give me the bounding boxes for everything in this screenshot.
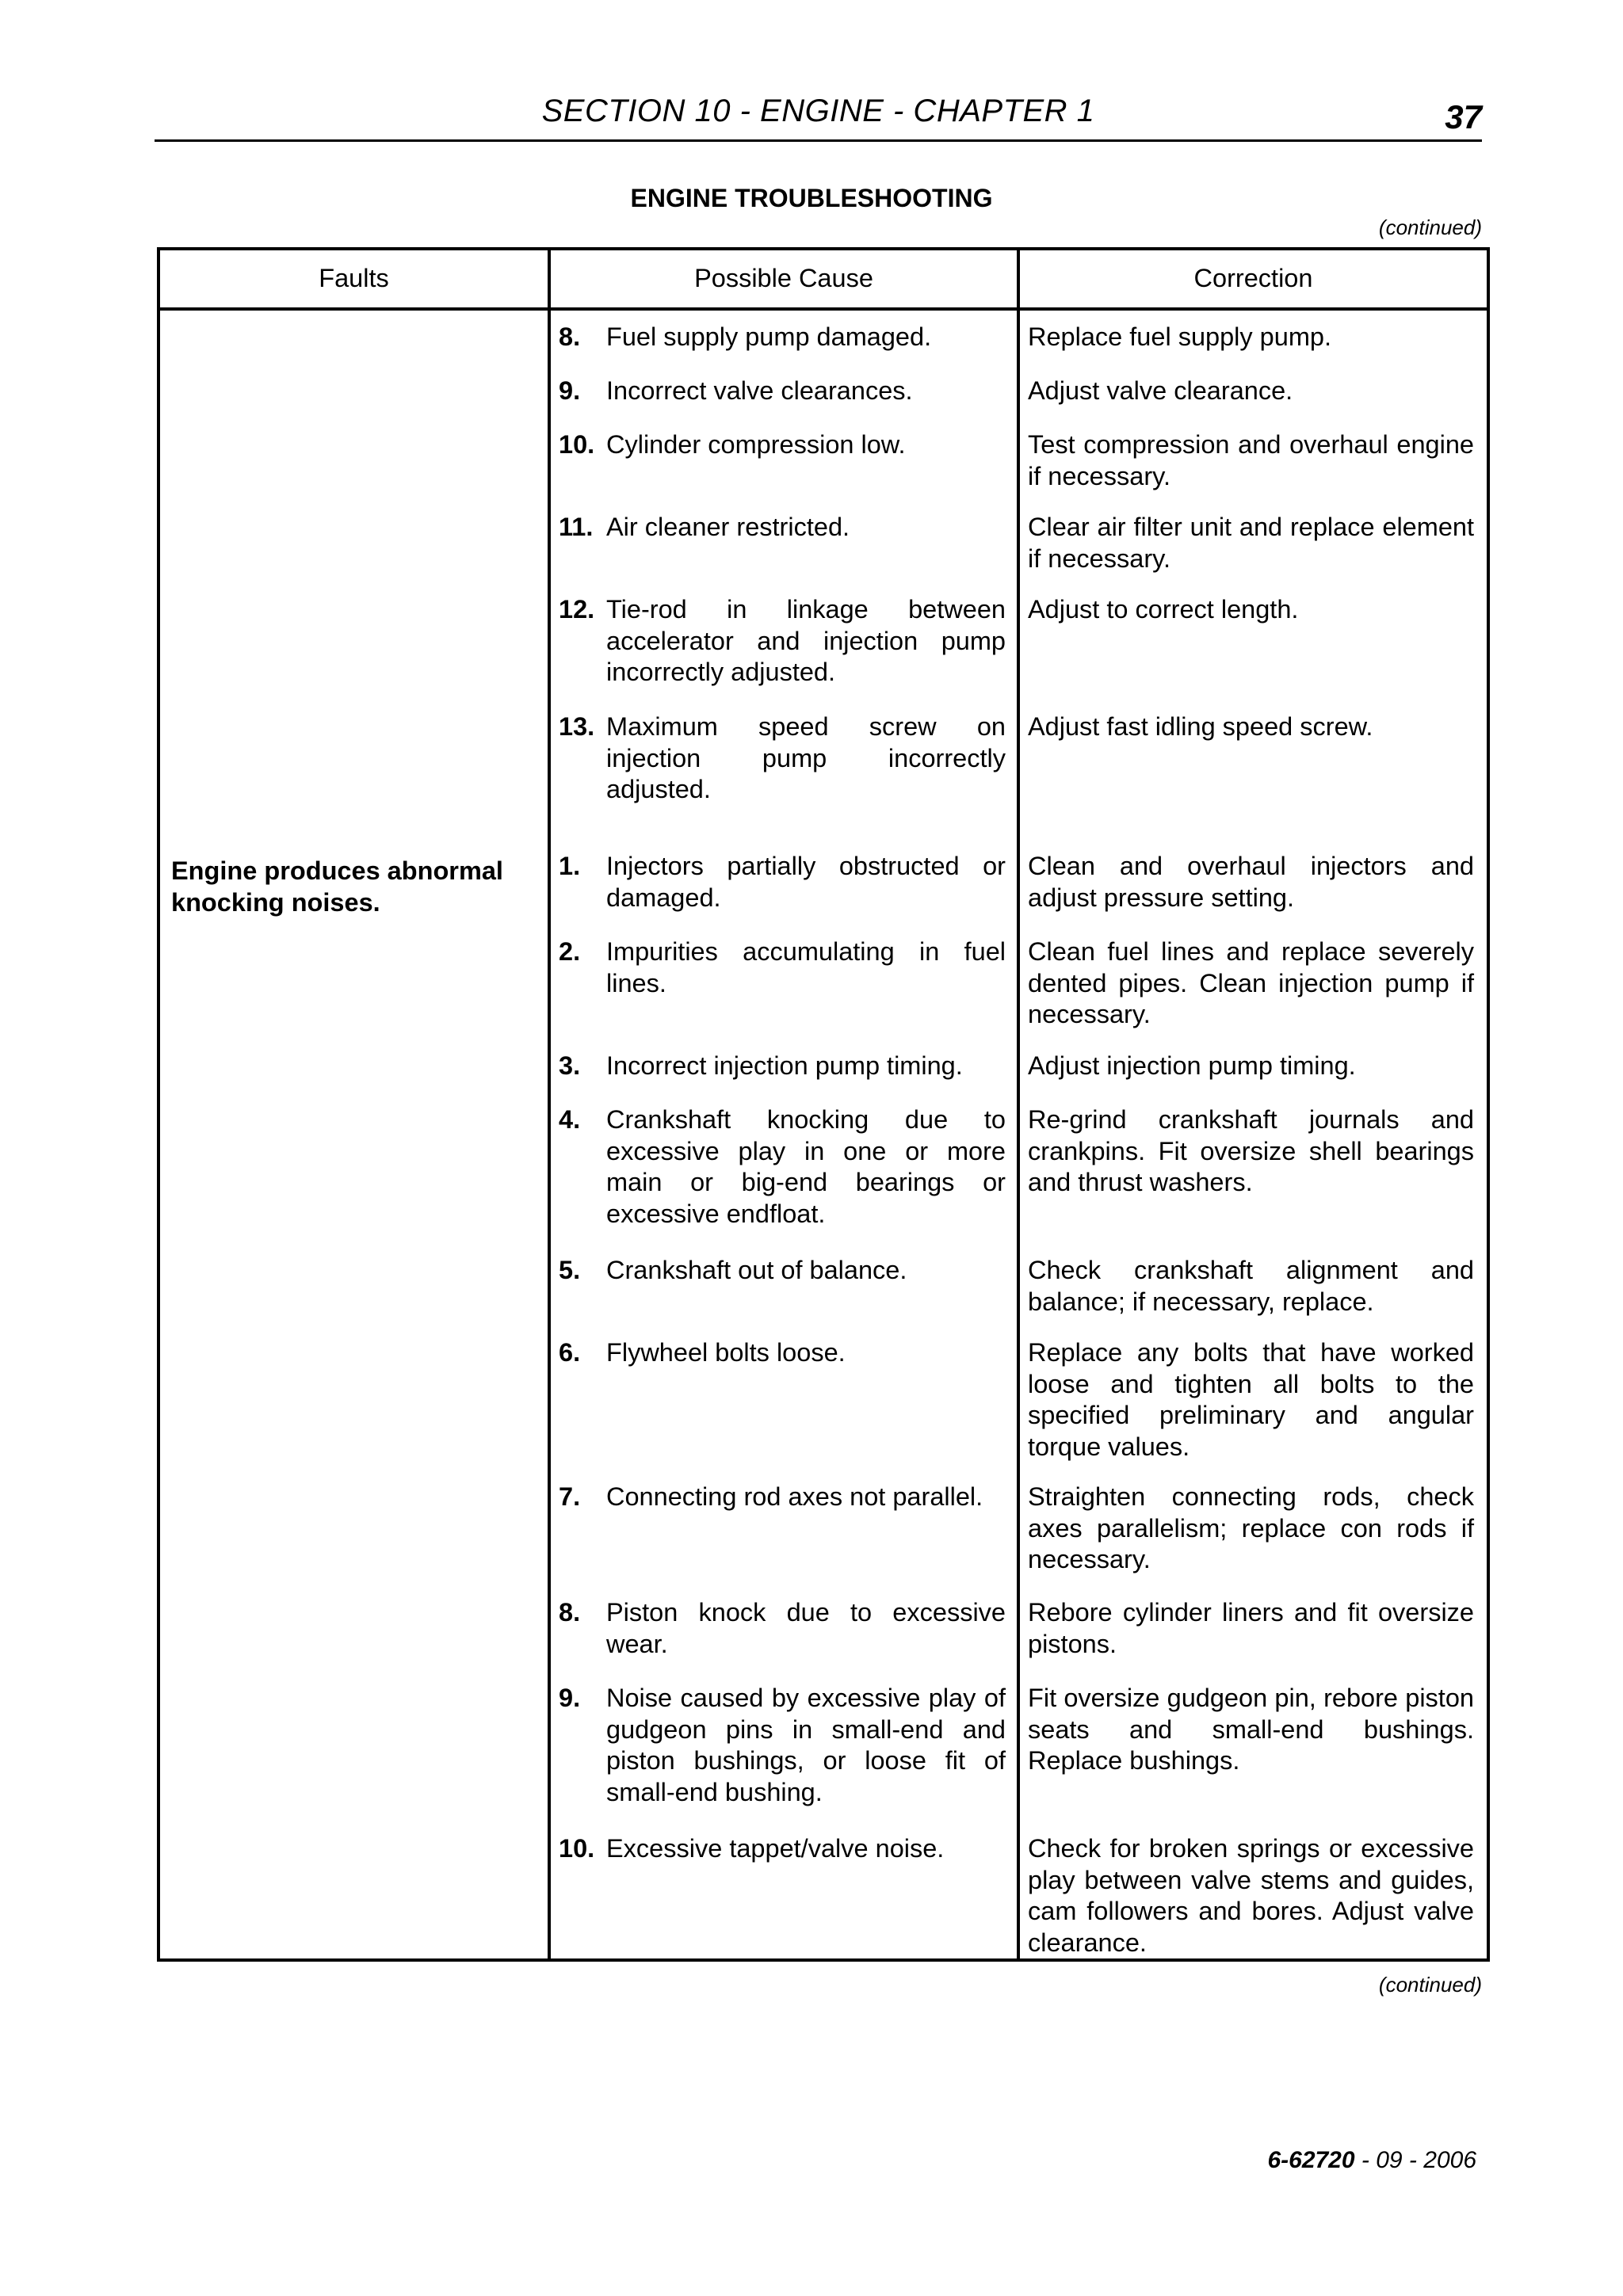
item-number: 12. — [559, 595, 595, 624]
cause-text: Fuel supply pump damaged. — [606, 322, 932, 351]
column-header-correction: Correction — [1018, 249, 1488, 309]
item-number: 8. — [559, 1598, 581, 1627]
cause-item — [559, 1482, 1006, 1597]
item-number: 2. — [559, 937, 581, 966]
possible-cause-cell — [549, 309, 1018, 840]
cause-item — [559, 1597, 1006, 1683]
cause-text: Impurities accumulating in fuel lines. — [606, 937, 1006, 997]
correction-text: Replace any bolts that have worked loose and tighten all bolts to the specified preliminary and angular torque values. — [1028, 1338, 1474, 1461]
table-header-row — [158, 249, 1488, 309]
correction-text: Replace fuel supply pump. — [1028, 322, 1332, 351]
column-header-faults: Faults — [158, 249, 549, 309]
cause-item — [559, 594, 1006, 711]
correction-cell — [1018, 840, 1488, 1960]
cause-text: Air cleaner restricted. — [606, 513, 850, 541]
item-number: 10. — [559, 1834, 595, 1863]
cause-text: Crankshaft knocking due to excessive play in one or more main or big-end bearings or excessive endfloat. — [606, 1105, 1006, 1228]
continued-note-bottom: (continued) — [1378, 1973, 1482, 1997]
cause-item — [559, 1833, 1006, 1958]
correction-text: Check for broken springs or excessive play between valve stems and guides, cam followers and bores. Adjust valve clearance. — [1028, 1834, 1474, 1957]
cause-item — [559, 1255, 1006, 1337]
item-number: 6. — [559, 1338, 581, 1367]
cause-item — [559, 429, 1006, 512]
cause-item — [559, 1683, 1006, 1833]
correction-text: Re-grind crankshaft journals and crankpins. Fit oversize shell bearings and thrust washers. — [1028, 1105, 1474, 1197]
correction-text: Test compression and overhaul engine if necessary. — [1028, 430, 1474, 490]
cause-item — [559, 711, 1006, 840]
cause-text: Crankshaft out of balance. — [606, 1256, 907, 1284]
cause-item — [559, 322, 1006, 376]
cause-text: Incorrect injection pump timing. — [606, 1051, 963, 1080]
correction-text: Check crankshaft alignment and balance; if necessary, replace. — [1028, 1256, 1474, 1316]
cause-text: Incorrect valve clearances. — [606, 376, 913, 405]
correction-text: Rebore cylinder liners and fit oversize pistons. — [1028, 1598, 1474, 1658]
column-header-possible-cause: Possible Cause — [549, 249, 1018, 309]
cause-item — [559, 512, 1006, 594]
possible-cause-cell — [549, 840, 1018, 1960]
item-number: 3. — [559, 1051, 581, 1080]
item-number: 9. — [559, 1684, 581, 1712]
item-number: 9. — [559, 376, 581, 405]
cause-text: Tie-rod in linkage between accelerator and injection pump incorrectly adjusted. — [606, 595, 1006, 687]
item-number: 4. — [559, 1105, 581, 1134]
correction-text: Straighten connecting rods, check axes parallelism; replace con rods if necessary. — [1028, 1482, 1474, 1574]
cause-text: Flywheel bolts loose. — [606, 1338, 846, 1367]
cause-text: Cylinder compression low. — [606, 430, 906, 459]
page-number: 37 — [1445, 98, 1482, 135]
troubleshooting-table — [157, 247, 1490, 1962]
cause-text: Excessive tappet/valve noise. — [606, 1834, 945, 1863]
section-title: SECTION 10 - ENGINE - CHAPTER 1 — [541, 93, 1095, 128]
table-row — [158, 309, 1488, 840]
page-header — [155, 89, 1482, 142]
correction-text: Clean and overhaul injectors and adjust pressure setting. — [1028, 852, 1474, 912]
doc-code: 6-62720 — [1267, 2147, 1355, 2173]
cause-text: Noise caused by excessive play of gudgeon pins in small-end and piston bushings, or loose fit of small-end bushing. — [606, 1684, 1006, 1806]
cause-text: Injectors partially obstructed or damaged. — [606, 852, 1006, 912]
correction-text: Adjust fast idling speed screw. — [1028, 712, 1373, 741]
document-title: ENGINE TROUBLESHOOTING — [630, 184, 993, 212]
continued-note-top: (continued) — [1378, 215, 1482, 239]
correction-cell — [1018, 309, 1488, 840]
item-number: 8. — [559, 322, 581, 351]
cause-text: Maximum speed screw on injection pump incorrectly adjusted. — [606, 712, 1006, 804]
item-number: 5. — [559, 1256, 581, 1284]
cause-item — [559, 1337, 1006, 1482]
cause-text: Piston knock due to excessive wear. — [606, 1598, 1006, 1658]
cause-item — [559, 936, 1006, 1051]
correction-text: Fit oversize gudgeon pin, rebore piston seats and small-end bushings. Replace bushings. — [1028, 1684, 1474, 1775]
fault-cell — [158, 309, 549, 840]
page-footer — [1267, 2147, 1476, 2174]
correction-text: Clean fuel lines and replace severely dented pipes. Clean injection pump if necessary. — [1028, 937, 1474, 1029]
doc-date: - 09 - 2006 — [1361, 2147, 1476, 2173]
item-number: 10. — [559, 430, 595, 459]
item-number: 11. — [559, 513, 594, 541]
correction-text: Clear air filter unit and replace element if necessary. — [1028, 513, 1474, 573]
cause-item — [559, 1104, 1006, 1255]
cause-item — [559, 376, 1006, 429]
cause-item — [559, 1051, 1006, 1104]
correction-text: Adjust valve clearance. — [1028, 376, 1293, 405]
table-row — [158, 840, 1488, 1960]
correction-text: Adjust injection pump timing. — [1028, 1051, 1356, 1080]
item-number: 1. — [559, 852, 581, 880]
correction-text: Adjust to correct length. — [1028, 595, 1299, 624]
item-number: 7. — [559, 1482, 581, 1511]
fault-cell: Engine produces abnormal knocking noises. — [158, 840, 549, 1960]
cause-item — [559, 851, 1006, 936]
cause-text: Connecting rod axes not parallel. — [606, 1482, 983, 1511]
item-number: 13. — [559, 712, 595, 741]
